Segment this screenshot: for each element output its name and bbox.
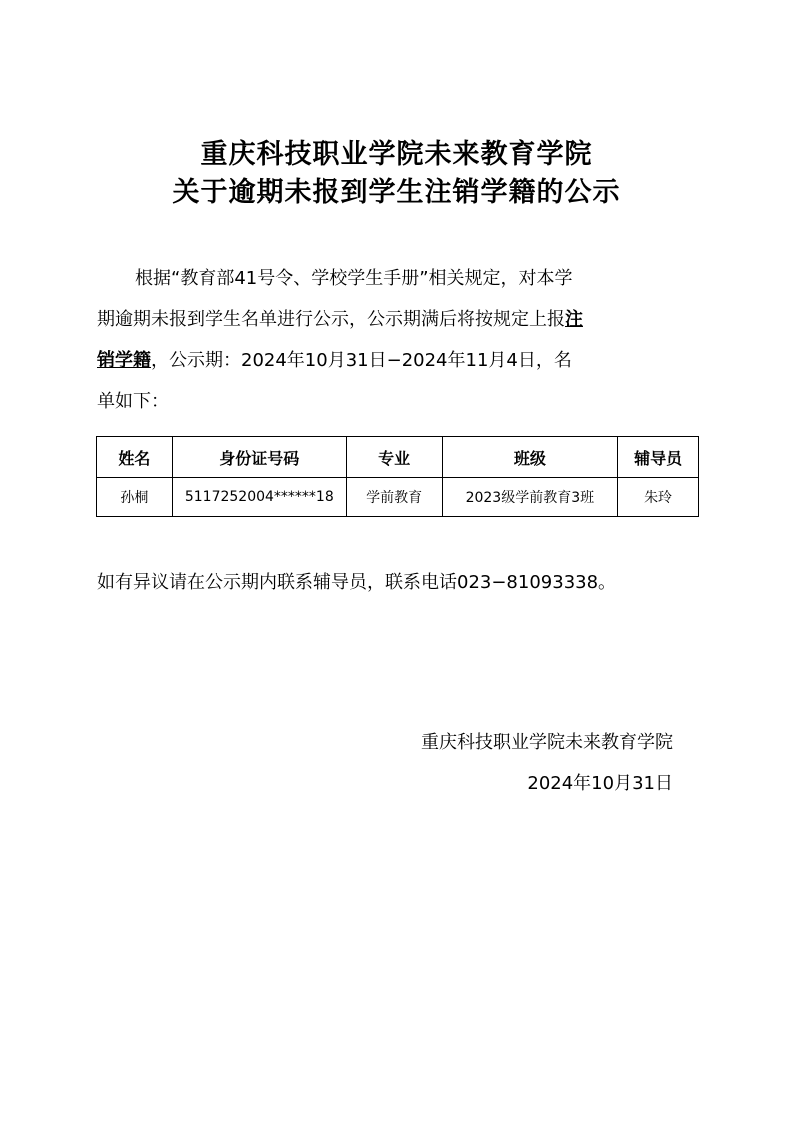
intro-line-1: 根据“教育部41号令、学校学生手册”相关规定，对本学 [135,268,573,289]
cell-class: 2023级学前教育3班 [442,478,618,517]
cell-id-number: 5117252004******18 [172,478,346,517]
emphasis-text-2: 销学籍 [97,350,151,371]
table-header-row [97,437,699,478]
intro-paragraph [97,258,697,422]
cell-name: 孙桐 [97,478,173,517]
header-name: 姓名 [97,437,173,478]
document-title-line-1: 重庆科技职业学院未来教育学院 [200,139,593,170]
signature-date: 2024年10月31日 [527,773,673,794]
student-list-table [96,436,699,517]
objection-note: 如有异议请在公示期内联系辅导员，联系电话023−81093338。 [97,572,617,593]
intro-line-2 [97,299,697,340]
emphasis-text-1: 注 [565,309,583,330]
intro-line-4: 单如下： [97,391,169,412]
signature-organization: 重庆科技职业学院未来教育学院 [421,732,673,753]
intro-line-3-text: ，公示期：2024年10月31日−2024年11月4日，名 [151,350,572,371]
table-row [97,478,699,517]
cell-major: 学前教育 [346,478,442,517]
cell-counselor: 朱玲 [618,478,699,517]
header-id-number: 身份证号码 [172,437,346,478]
header-major: 专业 [346,437,442,478]
document-title-line-2: 关于逾期未报到学生注销学籍的公示 [172,177,621,208]
header-counselor: 辅导员 [618,437,699,478]
intro-line-3 [97,340,697,381]
header-class: 班级 [442,437,618,478]
intro-line-2-text: 期逾期未报到学生名单进行公示，公示期满后将按规定上报 [97,309,565,330]
